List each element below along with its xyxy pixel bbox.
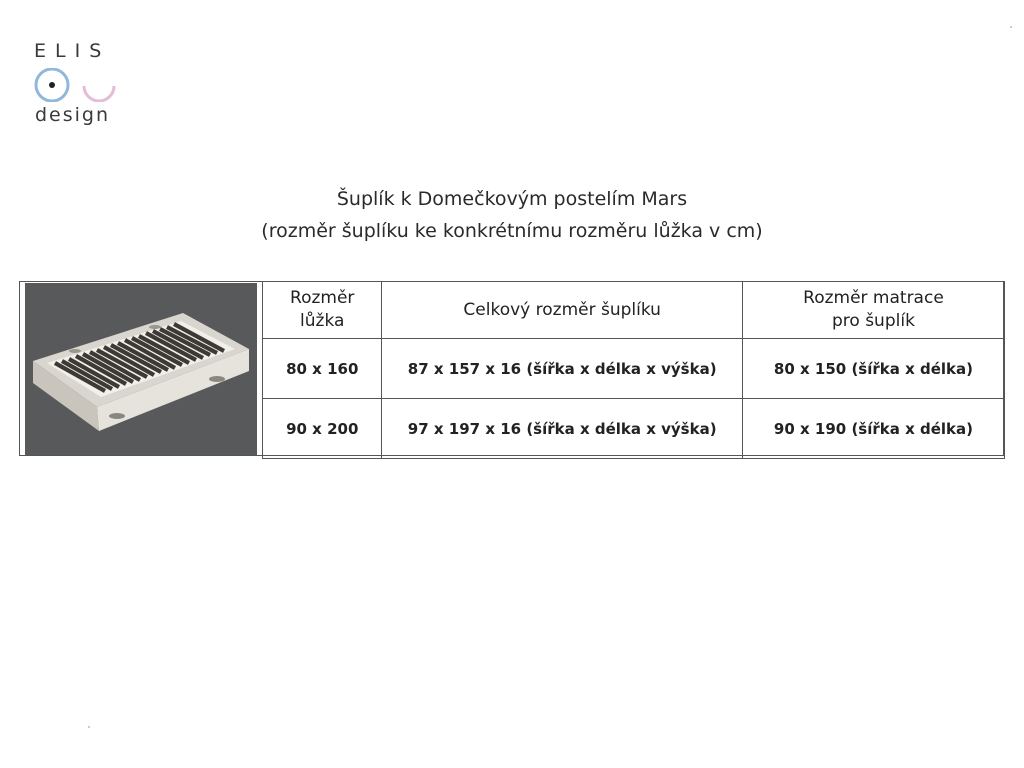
header-mattress-line2: pro šuplík [831,311,915,331]
cell-mattress-size: 90 x 190 (šířka x délka) [742,399,1004,459]
header-bed-size-line2: lůžka [300,311,345,331]
drawer-illustration-icon [25,283,257,455]
title-line-1: Šuplík k Domečkovým postelím Mars [336,188,688,210]
header-mattress-size [742,282,1004,339]
cell-total-size: 87 x 157 x 16 (šířka x délka x výška) [382,339,742,399]
logo-bottom-text: design [35,104,111,126]
stray-mark [1010,26,1012,28]
cell-bed-size: 90 x 200 [263,399,382,459]
header-mattress-line1: Rozměr matrace [803,288,944,308]
table-header-row [263,282,1005,339]
drawer-photo [25,283,257,455]
logo-mark-icon [34,68,124,102]
cell-total-size: 97 x 197 x 16 (šířka x délka x výška) [382,399,742,459]
table-row [263,399,1005,459]
page-title [0,183,1024,247]
header-total-size: Celkový rozměr šuplíku [382,282,742,339]
elis-design-logo [34,38,124,134]
cell-bed-size: 80 x 160 [263,339,382,399]
table-row [263,339,1005,399]
header-bed-size-line1: Rozměr [290,288,355,308]
drawer-size-table [19,281,1004,456]
title-line-2: (rozměr šuplíku ke konkrétnímu rozměru lůžka v cm) [261,220,763,242]
cell-mattress-size: 80 x 150 (šířka x délka) [742,339,1004,399]
logo-top-text: ELIS [34,40,111,62]
stray-mark [88,726,90,728]
header-bed-size [263,282,382,339]
size-grid [262,281,1005,459]
